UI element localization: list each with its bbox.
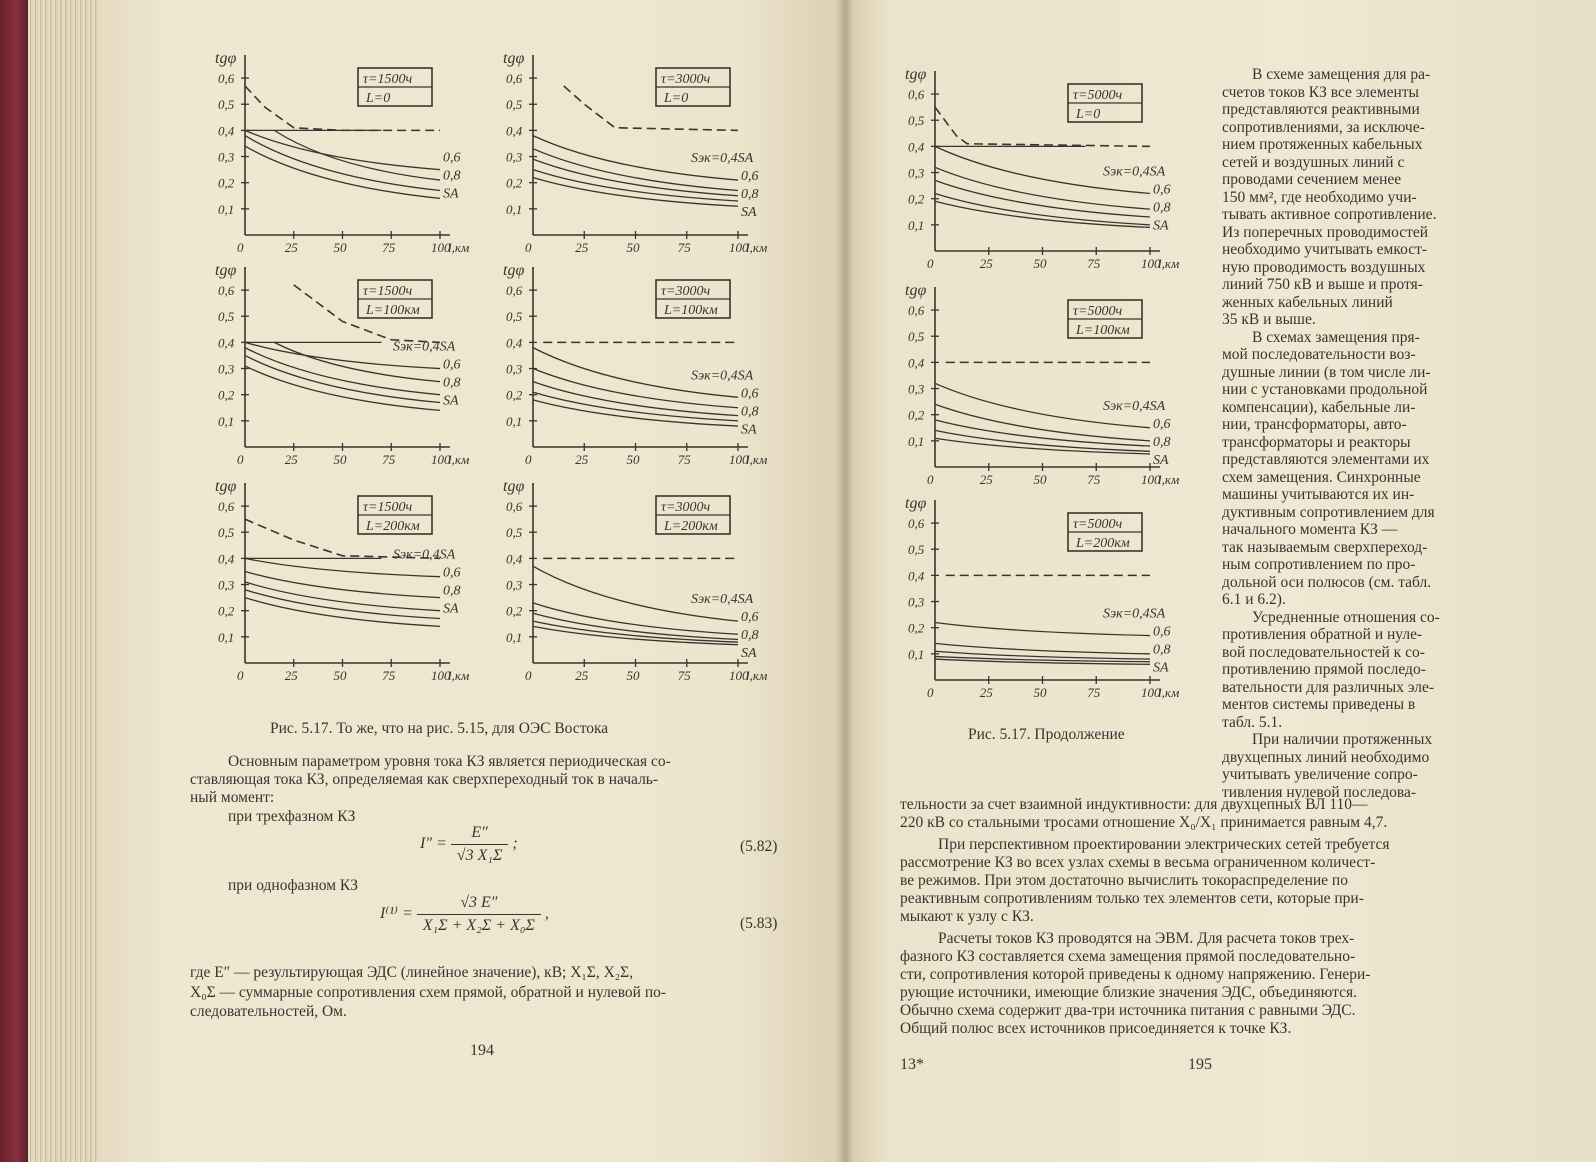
curve-label: Sэк=0,4SA — [393, 339, 456, 355]
text-line: ставляющая тока КЗ, определяемая как сверхпереходный ток в началь- — [190, 771, 659, 788]
x-tick-label: 75 — [1087, 472, 1101, 487]
x-tick-label: 25 — [284, 240, 298, 255]
curve-label: 0,8 — [1153, 642, 1171, 658]
y-tick-label: 0,5 — [506, 97, 523, 113]
column-text-line: представляются реактивными — [1222, 101, 1420, 118]
curve-label: SA — [443, 186, 459, 202]
y-tick-label: 0,3 — [506, 149, 523, 165]
legend-length: L=100км — [664, 303, 718, 318]
column-text-line: тивления нулевой последова- — [1222, 783, 1417, 801]
column-text-line: ментов системы приведены в — [1222, 696, 1416, 713]
curve-label: SA — [443, 601, 459, 617]
curve-line — [935, 180, 1150, 217]
text-line: X₀Σ — суммарные сопротивления схем прямой, обратной и нулевой по- — [190, 984, 667, 1001]
y-tick-label: 0,2 — [506, 387, 523, 403]
column-text-line: 150 мм², где необходимо учи- — [1222, 188, 1417, 206]
chart-2 — [493, 50, 793, 270]
formula-lhs: I⁽¹⁾ = — [380, 905, 413, 923]
text-line: рассмотрение КЗ во всех узлах схемы в весьма ограниченном количест- — [900, 854, 1376, 871]
curve-line — [935, 438, 1150, 454]
text-line: следовательностей, Ом. — [190, 1003, 347, 1020]
y-tick-label: 0,4 — [506, 551, 523, 567]
x-tick-label: 0 — [927, 472, 934, 487]
chart-plot — [241, 483, 450, 667]
column-text-line: сетей и воздушных линий с — [1222, 153, 1405, 171]
x-tick-label: 0 — [237, 240, 244, 255]
curve-label: Sэк=0,4SA — [1103, 398, 1166, 414]
x-tick-label: 25 — [284, 668, 298, 683]
x-tick-label: 50 — [333, 452, 347, 467]
chart-6 — [493, 478, 793, 698]
y-tick-label: 0,5 — [908, 542, 925, 558]
x-axis-label: l,км — [746, 452, 768, 467]
y-tick-label: 0,3 — [908, 381, 925, 397]
curve-line — [935, 622, 1150, 635]
y-tick-label: 0,5 — [908, 113, 925, 129]
text-line: ве режимов. При этом достаточно вычислить токораспределение по — [900, 872, 1348, 889]
x-axis-label: l,км — [1158, 685, 1180, 700]
column-text-line: компенсации), кабельные ли- — [1222, 398, 1416, 416]
x-tick-label: 50 — [1033, 685, 1047, 700]
text-line: реактивным сопротивлениям только тех элементов сети, которые при- — [900, 890, 1364, 907]
formula-denominator: √3 X₁Σ — [456, 847, 503, 864]
formula-5-82 — [420, 824, 518, 865]
curve-label: 0,8 — [443, 375, 461, 391]
x-tick-label: 0 — [525, 668, 532, 683]
chart-5 — [205, 478, 495, 698]
formula-lhs: I″ = — [420, 835, 447, 853]
curve-line — [533, 382, 738, 416]
x-tick-label: 100 — [729, 668, 749, 683]
text-line: ный момент: — [190, 789, 275, 806]
curve-label: 0,6 — [741, 610, 759, 626]
x-tick-label: 50 — [626, 668, 640, 683]
column-text-line: противлению прямой последо- — [1222, 661, 1426, 678]
y-axis-label: tgφ — [503, 50, 525, 67]
y-tick-label: 0,5 — [218, 97, 235, 113]
y-tick-label: 0,1 — [218, 413, 235, 429]
y-tick-label: 0,2 — [506, 175, 523, 191]
y-axis-label: tgφ — [215, 50, 237, 67]
y-tick-label: 0,1 — [218, 201, 235, 217]
x-tick-label: 100 — [431, 240, 451, 255]
curve-label: SA — [741, 205, 757, 221]
x-tick-label: 0 — [525, 452, 532, 467]
formula-fraction — [417, 894, 541, 935]
x-axis-label: l,км — [448, 452, 470, 467]
column-text-line: женных кабельных линий — [1222, 293, 1393, 311]
x-tick-label: 0 — [237, 452, 244, 467]
column-text-line: 6.1 и 6.2). — [1222, 591, 1286, 608]
legend-length: L=200км — [664, 519, 718, 534]
y-axis-label: tgφ — [905, 66, 927, 83]
curve-label: SA — [1153, 218, 1169, 234]
limit-dashed-line — [245, 86, 440, 130]
x-tick-label: 50 — [1033, 472, 1047, 487]
equation-number: (5.82) — [740, 838, 778, 855]
curve-label: Sэк=0,4SA — [691, 368, 754, 384]
column-text-line: дольной оси полюсов (см. табл. — [1222, 573, 1432, 591]
text-line: 220 кВ со стальными тросами отношение X₀/X₁ принимается равным 4,7. — [900, 814, 1388, 831]
chart-plot — [529, 55, 748, 239]
limit-dashed-line — [564, 86, 738, 130]
legend-tau: τ=3000ч — [661, 72, 711, 87]
x-tick-label: 100 — [431, 668, 451, 683]
y-tick-label: 0,1 — [506, 201, 523, 217]
text-line: сти, сопротивления которой приведены к одному напряжению. Генери- — [900, 966, 1371, 983]
page-number-left: 194 — [470, 1042, 494, 1059]
column-text-line: душные линии (в том числе ли- — [1222, 363, 1431, 381]
column-text-line: начального момента КЗ — — [1222, 521, 1398, 538]
curve-line — [274, 130, 440, 180]
signature-mark: 13* — [900, 1056, 924, 1073]
y-tick-label: 0,4 — [218, 335, 235, 351]
column-text-line: дуктивным сопротивлением для — [1222, 503, 1435, 521]
formula-5-83 — [380, 894, 549, 935]
column-text-line: трансформаторы и реакторы — [1222, 433, 1411, 451]
curve-label: 0,8 — [443, 168, 461, 184]
y-tick-label: 0,1 — [908, 646, 925, 662]
column-text-line: ным сопротивлением по про- — [1222, 556, 1416, 573]
legend-length: L=0 — [664, 91, 689, 106]
curve-line — [935, 430, 1150, 451]
formula-numerator: √3 E″ — [417, 894, 541, 915]
y-tick-label: 0,2 — [218, 603, 235, 619]
x-tick-label: 75 — [677, 240, 691, 255]
text-line: Расчеты токов КЗ проводятся на ЭВМ. Для расчета токов трех- — [938, 930, 1355, 947]
y-tick-label: 0,6 — [218, 71, 235, 87]
x-tick-label: 75 — [382, 668, 396, 683]
x-tick-label: 50 — [626, 452, 640, 467]
x-tick-label: 100 — [1141, 472, 1161, 487]
legend-length: L=200км — [1076, 536, 1130, 551]
x-tick-label: 50 — [626, 240, 640, 255]
column-text-line: мой последовательности воз- — [1222, 346, 1416, 363]
chart-4 — [493, 262, 793, 482]
y-tick-label: 0,1 — [506, 629, 523, 645]
column-text-line: В схеме замещения для ра- — [1252, 66, 1431, 83]
legend-tau: τ=5000ч — [1073, 304, 1123, 319]
chart-8 — [895, 282, 1205, 502]
y-tick-label: 0,6 — [218, 283, 235, 299]
curve-label: 0,6 — [1153, 416, 1171, 432]
text-line: При перспективном проектировании электрических сетей требуется — [938, 836, 1390, 853]
curve-label: SA — [741, 646, 757, 662]
curve-label: 0,8 — [1153, 200, 1171, 216]
x-axis-label: l,км — [1158, 256, 1180, 271]
book-cover-edge — [0, 0, 28, 1162]
column-text-line: Усредненные отношения со- — [1252, 608, 1440, 626]
y-tick-label: 0,6 — [506, 71, 523, 87]
legend-tau: τ=3000ч — [661, 284, 711, 299]
y-tick-label: 0,4 — [908, 568, 925, 584]
y-tick-label: 0,5 — [506, 309, 523, 325]
x-tick-label: 25 — [575, 240, 589, 255]
x-tick-label: 100 — [729, 452, 749, 467]
y-tick-label: 0,2 — [218, 175, 235, 191]
y-tick-label: 0,2 — [506, 603, 523, 619]
x-tick-label: 50 — [333, 668, 347, 683]
y-tick-label: 0,3 — [506, 361, 523, 377]
figure-caption-right: Рис. 5.17. Продолжение — [968, 726, 1125, 743]
y-tick-label: 0,3 — [908, 165, 925, 181]
x-tick-label: 75 — [1087, 256, 1101, 271]
y-tick-label: 0,3 — [218, 577, 235, 593]
x-tick-label: 0 — [927, 256, 934, 271]
legend-tau: τ=5000ч — [1073, 517, 1123, 532]
column-text-line: ную проводимость воздушных — [1222, 258, 1426, 276]
curve-label: SA — [1153, 660, 1169, 676]
right-text-column — [1222, 66, 1494, 801]
chart-9 — [895, 495, 1205, 715]
x-tick-label: 75 — [677, 668, 691, 683]
x-tick-label: 25 — [284, 452, 298, 467]
column-text-line: вой последовательностей к со- — [1222, 643, 1425, 661]
curve-label: SA — [443, 393, 459, 409]
y-tick-label: 0,6 — [908, 516, 925, 532]
text-line: тельности за счет взаимной индуктивности: для двухцепных ВЛ 110— — [900, 796, 1368, 813]
y-tick-label: 0,3 — [218, 361, 235, 377]
x-axis-label: l,км — [746, 240, 768, 255]
y-tick-label: 0,2 — [908, 407, 925, 423]
y-tick-label: 0,3 — [506, 577, 523, 593]
curve-label: SA — [741, 422, 757, 438]
legend-length: L=0 — [366, 91, 391, 106]
column-text-line: нии, трансформаторы, авто- — [1222, 416, 1407, 433]
curve-label: 0,6 — [741, 169, 759, 185]
curve-label: 0,8 — [741, 628, 759, 644]
curve-label: Sэк=0,4SA — [1103, 164, 1166, 180]
text-line: мыкают к узлу с КЗ. — [900, 908, 1034, 925]
formula-tail: , — [544, 905, 549, 923]
y-axis-label: tgφ — [503, 262, 525, 279]
curve-label: 0,6 — [1153, 182, 1171, 198]
legend-tau: τ=3000ч — [661, 500, 711, 515]
x-tick-label: 25 — [979, 472, 993, 487]
x-tick-label: 0 — [525, 240, 532, 255]
x-tick-label: 100 — [431, 452, 451, 467]
x-tick-label: 75 — [382, 452, 396, 467]
text-line: где E″ — результирующая ЭДС (линейное значение), кВ; X₁Σ, X₂Σ, — [190, 964, 634, 981]
chart-plot — [241, 267, 450, 451]
limit-dashed-line — [935, 107, 1150, 146]
column-text-line: счетов токов КЗ все элементы — [1222, 83, 1419, 101]
x-tick-label: 25 — [979, 685, 993, 700]
curve-label: 0,6 — [741, 386, 759, 402]
formula-denominator: X₁Σ + X₂Σ + X₀Σ — [422, 917, 535, 934]
y-tick-label: 0,1 — [908, 433, 925, 449]
legend-tau: τ=1500ч — [363, 284, 413, 299]
y-tick-label: 0,5 — [908, 329, 925, 345]
curve-line — [245, 130, 440, 169]
text-line: Обычно схема содержит два-три источника питания с равными ЭДС. — [900, 1002, 1356, 1019]
column-text-line: так называемым сверхпереход- — [1222, 538, 1428, 556]
text-line: рующие источники, имеющие близкие значения ЭДС, объединяются. — [900, 984, 1358, 1001]
column-text-line: учитывать увеличение сопро- — [1222, 766, 1418, 783]
y-tick-label: 0,6 — [506, 283, 523, 299]
y-tick-label: 0,4 — [506, 335, 523, 351]
single-phase-label: при однофазном КЗ — [228, 877, 359, 894]
column-text-line: нием протяженных кабельных — [1222, 136, 1423, 153]
column-text-line: необходимо учитывать емкост- — [1222, 241, 1428, 258]
y-tick-label: 0,2 — [908, 620, 925, 636]
y-tick-label: 0,4 — [506, 123, 523, 139]
page-number-right: 195 — [1188, 1056, 1212, 1073]
y-axis-label: tgφ — [215, 262, 237, 279]
x-tick-label: 75 — [382, 240, 396, 255]
chart-7 — [895, 66, 1205, 286]
curve-label: 0,8 — [741, 404, 759, 420]
column-text-line: нии с установками продольной — [1222, 381, 1428, 398]
y-tick-label: 0,5 — [506, 525, 523, 541]
column-text-line: При наличии протяженных — [1252, 731, 1433, 748]
column-text-line: табл. 5.1. — [1222, 713, 1283, 731]
curve-label: SA — [1153, 452, 1169, 468]
figure-caption-left: Рис. 5.17. То же, что на рис. 5.15, для ОЭС Востока — [270, 720, 609, 737]
formula-tail: ; — [512, 835, 518, 853]
x-tick-label: 100 — [729, 240, 749, 255]
legend-tau: τ=5000ч — [1073, 88, 1123, 103]
x-axis-label: l,км — [1158, 472, 1180, 487]
chart-3 — [205, 262, 495, 482]
legend-length: L=100км — [366, 303, 420, 318]
x-tick-label: 100 — [1141, 256, 1161, 271]
curve-label: 0,8 — [443, 583, 461, 599]
curve-label: Sэк=0,4SA — [1103, 606, 1166, 622]
y-tick-label: 0,3 — [908, 594, 925, 610]
column-text-line: машины учитываются их ин- — [1222, 486, 1415, 503]
chart-1 — [205, 50, 495, 270]
x-tick-label: 0 — [237, 668, 244, 683]
x-axis-label: l,км — [746, 668, 768, 683]
y-axis-label: tgφ — [503, 478, 525, 495]
x-tick-label: 25 — [575, 668, 589, 683]
chart-plot — [931, 71, 1160, 255]
chart-plot — [931, 287, 1160, 471]
chart-plot — [529, 483, 748, 667]
formula-numerator: E″ — [451, 824, 509, 845]
column-text-line: сопротивлениями, за исключе- — [1222, 118, 1425, 136]
y-tick-label: 0,4 — [218, 551, 235, 567]
y-axis-label: tgφ — [215, 478, 237, 495]
legend-tau: τ=1500ч — [363, 72, 413, 87]
curve-label: Sэк=0,4SA — [691, 151, 754, 167]
column-text-line: противления обратной и нуле- — [1222, 626, 1423, 643]
y-tick-label: 0,4 — [908, 139, 925, 155]
y-axis-label: tgφ — [905, 495, 927, 512]
y-tick-label: 0,5 — [218, 525, 235, 541]
column-text-line: двухцепных линий необходимо — [1222, 748, 1430, 766]
y-tick-label: 0,1 — [908, 217, 925, 233]
curve-line — [245, 590, 440, 619]
legend-length: L=0 — [1076, 107, 1101, 122]
y-tick-label: 0,1 — [218, 629, 235, 645]
y-tick-label: 0,6 — [908, 87, 925, 103]
y-tick-label: 0,2 — [908, 191, 925, 207]
curve-label: Sэк=0,4SA — [691, 592, 754, 608]
x-tick-label: 50 — [333, 240, 347, 255]
x-axis-label: l,км — [448, 668, 470, 683]
y-tick-label: 0,6 — [506, 499, 523, 515]
curve-label: Sэк=0,4SA — [393, 547, 456, 563]
text-line: Основным параметром уровня тока КЗ является периодическая со- — [228, 753, 671, 770]
column-text-line: В схемах замещения пря- — [1252, 328, 1420, 346]
text-line: Общий полюс всех источников присоединяется к точке КЗ. — [900, 1020, 1292, 1037]
curve-line — [533, 603, 738, 634]
y-axis-label: tgφ — [905, 282, 927, 299]
y-tick-label: 0,6 — [218, 499, 235, 515]
column-text-line: линий 750 кВ и выше и протя- — [1222, 276, 1423, 293]
formula-fraction — [451, 824, 509, 865]
column-text-line: представляются элементами их — [1222, 451, 1430, 468]
x-tick-label: 50 — [1033, 256, 1047, 271]
x-tick-label: 0 — [927, 685, 934, 700]
y-tick-label: 0,6 — [908, 303, 925, 319]
x-axis-label: l,км — [448, 240, 470, 255]
chart-plot — [931, 500, 1160, 684]
three-phase-label: при трехфазном КЗ — [228, 808, 356, 825]
curve-label: 0,6 — [443, 565, 461, 581]
x-tick-label: 75 — [677, 452, 691, 467]
curve-label: 0,8 — [1153, 434, 1171, 450]
curve-label: 0,6 — [443, 150, 461, 166]
column-text-line: 35 кВ и выше. — [1222, 311, 1316, 328]
legend-length: L=200км — [366, 519, 420, 534]
chart-plot — [529, 267, 748, 451]
chart-plot — [241, 55, 450, 239]
curve-label: 0,6 — [1153, 624, 1171, 640]
equation-number: (5.83) — [740, 915, 778, 932]
column-text-line: проводами сечением менее — [1222, 171, 1402, 188]
y-tick-label: 0,5 — [218, 309, 235, 325]
legend-length: L=100км — [1076, 323, 1130, 338]
x-tick-label: 75 — [1087, 685, 1101, 700]
curve-label: 0,6 — [443, 357, 461, 373]
curve-line — [935, 643, 1150, 653]
y-tick-label: 0,2 — [218, 387, 235, 403]
y-tick-label: 0,1 — [506, 413, 523, 429]
y-tick-label: 0,3 — [218, 149, 235, 165]
column-text-line: Из поперечных проводимостей — [1222, 223, 1429, 241]
x-tick-label: 25 — [575, 452, 589, 467]
column-text-line: вательности для различных эле- — [1222, 678, 1434, 696]
x-tick-label: 100 — [1141, 685, 1161, 700]
y-tick-label: 0,4 — [908, 355, 925, 371]
curve-label: 0,8 — [741, 187, 759, 203]
curve-line — [245, 146, 440, 198]
legend-tau: τ=1500ч — [363, 500, 413, 515]
x-tick-label: 25 — [979, 256, 993, 271]
y-tick-label: 0,4 — [218, 123, 235, 139]
book-gutter — [836, 0, 854, 1162]
text-line: фазного КЗ составляется схема замещения прямой последовательно- — [900, 948, 1356, 965]
column-text-line: схем замещения. Синхронные — [1222, 468, 1421, 486]
column-text-line: тывать активное сопротивление. — [1222, 206, 1437, 223]
